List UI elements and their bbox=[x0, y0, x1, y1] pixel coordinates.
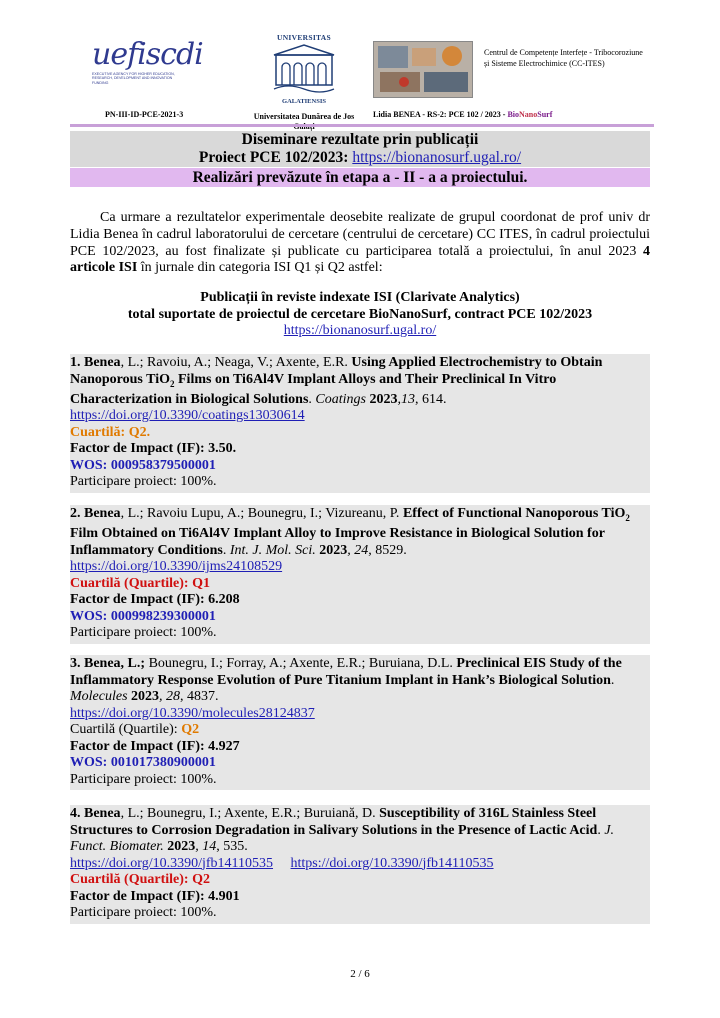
page-number: 2 / 6 bbox=[350, 968, 370, 980]
project-website-link[interactable]: https://bionanosurf.ugal.ro/ bbox=[352, 149, 522, 166]
article-2 bbox=[70, 505, 650, 644]
header-divider bbox=[70, 124, 654, 127]
title-project-label: Proiect PCE 102/2023: bbox=[198, 149, 353, 166]
article-journal: Molecules bbox=[70, 689, 128, 704]
article-quartile-label: Cuartilă (Quartile): bbox=[70, 722, 182, 737]
article-doi-link[interactable]: https://doi.org/10.3390/jfb14110535 bbox=[70, 855, 274, 871]
article-impact-factor: Factor de Impact (IF): 6.208 bbox=[70, 592, 240, 608]
article-4 bbox=[70, 805, 650, 924]
article-title: Susceptibility of 316L Stainless Steel Structures to Corrosion Degradation in Salivary Solutions in the Presence of Lactic Acid bbox=[70, 806, 598, 838]
research-center-name: Centrul de Competențe Interfețe - Tribocoroziune și Sisteme Electrochimice (CC-ITES) bbox=[484, 48, 643, 68]
article-pages: , 535. bbox=[216, 839, 248, 854]
uefiscdi-logo bbox=[92, 37, 203, 98]
uefiscdi-logo-word: uefiscdi bbox=[92, 37, 203, 72]
article-year: 2023 bbox=[163, 839, 196, 854]
publications-heading bbox=[70, 290, 650, 340]
article-doi-link[interactable]: https://doi.org/10.3390/coatings13030614 bbox=[70, 408, 305, 424]
article-wos-id: WOS: 001017380900001 bbox=[70, 755, 216, 770]
university-logo bbox=[250, 33, 358, 132]
article-doi-link-2[interactable]: https://doi.org/10.3390/jfb14110535 bbox=[290, 855, 494, 871]
university-logo-bottom-text: GALATIENSIS bbox=[282, 98, 326, 105]
article-journal: Int. J. Mol. Sci. bbox=[229, 542, 316, 558]
article-quartile: Cuartilă (Quartile): Q1 bbox=[70, 575, 210, 591]
article-pages: , 8529. bbox=[368, 542, 407, 558]
author-project-line bbox=[373, 110, 552, 119]
university-logo-top-text: UNIVERSITAS bbox=[276, 33, 331, 42]
article-doi-link[interactable]: https://doi.org/10.3390/ijms24108529 bbox=[70, 559, 283, 575]
article-first-author: 1. Benea bbox=[70, 355, 121, 370]
article-authors: , L.; Bounegru, I.; Axente, E.R.; Buruiană, D. bbox=[120, 806, 380, 821]
article-citation: 4. Benea, L.; Bounegru, I.; Axente, E.R.; Buruiană, D. Susceptibility of 316L Stainless Steel Structures to Corrosion Degradation in Salivary Solutions in the Presence of Lactic Acid. J. Funct. Biomater. 2023, 14, 535. bbox=[70, 806, 615, 854]
article-journal: Coatings bbox=[315, 391, 366, 407]
publications-heading-line2: total suportate de proiectul de cercetare BioNanoSurf, contract PCE 102/2023 bbox=[127, 306, 593, 322]
article-doi-link[interactable]: https://doi.org/10.3390/molecules28124837 bbox=[70, 705, 315, 721]
brand-bionanosurf bbox=[507, 110, 552, 119]
author-prefix: Lidia BENEA - RS-2: PCE 102 / 2023 - bbox=[373, 110, 508, 119]
article-quartile bbox=[70, 722, 650, 739]
article-participation: Participare proiect: 100%. bbox=[70, 474, 217, 490]
article-volume: , 28 bbox=[159, 689, 181, 704]
article-pages: , 4837. bbox=[180, 689, 219, 704]
article-title: Preclinical EIS Study of the Inflammatory Response Evolution of Pure Titanium Implant in Hank’s Biological Solution bbox=[70, 656, 622, 688]
article-authors: Bounegru, I.; Forray, A.; Axente, E.R.; Buruiana, D.L. bbox=[145, 656, 457, 671]
article-citation: 1. Benea, L.; Ravoiu, A.; Neaga, V.; Axente, E.R. Using Applied Electrochemistry to Obtain Nanoporous TiO$_2$ Films on Ti6Al4V Implant Alloys and Their Preclinical In Vitro Characterization in Biological Solutions. Coatings 2023,13, 614. bbox=[70, 355, 603, 407]
article-quartile-value: Q2 bbox=[181, 722, 200, 737]
intro-text-2: în jurnale din categoria ISI Q1 și Q2 astfel: bbox=[137, 260, 383, 276]
article-impact-factor: Factor de Impact (IF): 4.901 bbox=[70, 888, 240, 904]
article-title: Using Applied Electrochemistry to Obtain Nanoporous TiO$_2$ Films on Ti6Al4V Implant Alloys and Their Preclinical In Vitro Characterization in Biological Solutions bbox=[70, 355, 603, 407]
lab-equipment-photo bbox=[373, 41, 473, 98]
article-impact-factor: Factor de Impact (IF): 3.50. bbox=[70, 441, 237, 457]
brand-nano: Nano bbox=[519, 110, 538, 119]
article-first-author: 3. Benea, L.; bbox=[70, 656, 146, 671]
stage-banner: Realizări prevăzute în etapa a - II - a a proiectului. bbox=[70, 168, 650, 187]
intro-text-1: Ca urmare a rezultatelor experimentale deosebite realizate de grupul coordonat de prof univ dr Lidia Benea în cadrul laboratorului de cercetare (centrului de cercetare) CC ITES, în cadrul proiectului PCE 102/2023, au fost finalizate și publicate cu participarea totală a proiectului, în anul 2023 bbox=[70, 210, 650, 259]
title-block bbox=[70, 131, 650, 167]
article-volume: , 14 bbox=[195, 839, 217, 854]
brand-bio: Bio bbox=[507, 110, 520, 119]
article-quartile: Cuartilă: Q2. bbox=[70, 424, 151, 440]
publications-heading-line1: Publicații în reviste indexate ISI (Clarivate Analytics) bbox=[200, 290, 520, 305]
lab-equipment-image bbox=[374, 42, 472, 97]
article-participation: Participare proiect: 100%. bbox=[70, 625, 217, 641]
article-volume: ,13 bbox=[397, 391, 415, 407]
article-year: 2023 bbox=[127, 689, 160, 704]
article-participation: Participare proiect: 100%. bbox=[70, 905, 217, 920]
article-journal: J. Funct. Biomater. bbox=[70, 822, 615, 854]
publications-website-link[interactable]: https://bionanosurf.ugal.ro/ bbox=[283, 323, 437, 338]
article-3 bbox=[70, 655, 650, 790]
intro-paragraph bbox=[70, 210, 650, 277]
article-authors: , L.; Ravoiu Lupu, A.; Bounegru, I.; Vizureanu, P. bbox=[120, 506, 403, 521]
article-authors: , L.; Ravoiu, A.; Neaga, V.; Axente, E.R. bbox=[120, 355, 352, 370]
article-wos-id: WOS: 000998239300001 bbox=[70, 608, 216, 624]
article-doi-row bbox=[70, 856, 650, 873]
article-first-author: 4. Benea bbox=[70, 806, 121, 821]
article-impact-factor: Factor de Impact (IF): 4.927 bbox=[70, 738, 240, 754]
article-1 bbox=[70, 354, 650, 493]
brand-surf: Surf bbox=[537, 110, 553, 119]
article-title: Effect of Functional Nanoporous TiO$_2$ Film Obtained on Ti6Al4V Implant Alloy to Improve Resistance in Biological Solution for Inflammatory Conditions bbox=[70, 506, 630, 558]
article-participation: Participare proiect: 100%. bbox=[70, 771, 217, 787]
university-building-icon bbox=[272, 43, 336, 93]
article-volume: , 24 bbox=[347, 542, 369, 558]
article-citation: 3. Benea, L.; Bounegru, I.; Forray, A.; Axente, E.R.; Buruiana, D.L. Preclinical EIS Study of the Inflammatory Response Evolution of Pure Titanium Implant in Hank’s Biological Solution. Molecules 2023, 28, 4837. bbox=[70, 656, 622, 704]
article-year: 2023 bbox=[365, 391, 398, 407]
article-pages: , 614. bbox=[414, 391, 447, 407]
university-name: Universitatea Dunărea de Jos bbox=[253, 112, 355, 121]
project-code: PN-III-ID-PCE-2021-3 bbox=[105, 110, 184, 119]
title-project-line bbox=[70, 149, 650, 167]
intro-bold: 4 articole ISI bbox=[70, 243, 650, 276]
title-main: Diseminare rezultate prin publicații bbox=[241, 131, 479, 148]
article-citation: 2. Benea, L.; Ravoiu Lupu, A.; Bounegru, I.; Vizureanu, P. Effect of Functional Nanoporous TiO$_2$ Film Obtained on Ti6Al4V Implant Alloy to Improve Resistance in Biological Solution for Inflammatory Conditions. Int. J. Mol. Sci. 2023, 24, 8529. bbox=[70, 506, 630, 558]
uefiscdi-logo-tagline: EXECUTIVE AGENCY FOR HIGHER EDUCATION, RESEARCH, DEVELOPMENT AND INNOVATION FUNDING bbox=[92, 72, 175, 85]
article-year: 2023 bbox=[315, 542, 348, 558]
article-wos-id: WOS: 000958379500001 bbox=[70, 457, 216, 473]
article-first-author: 2. Benea bbox=[70, 506, 121, 521]
article-quartile: Cuartilă (Quartile): Q2 bbox=[70, 872, 210, 887]
